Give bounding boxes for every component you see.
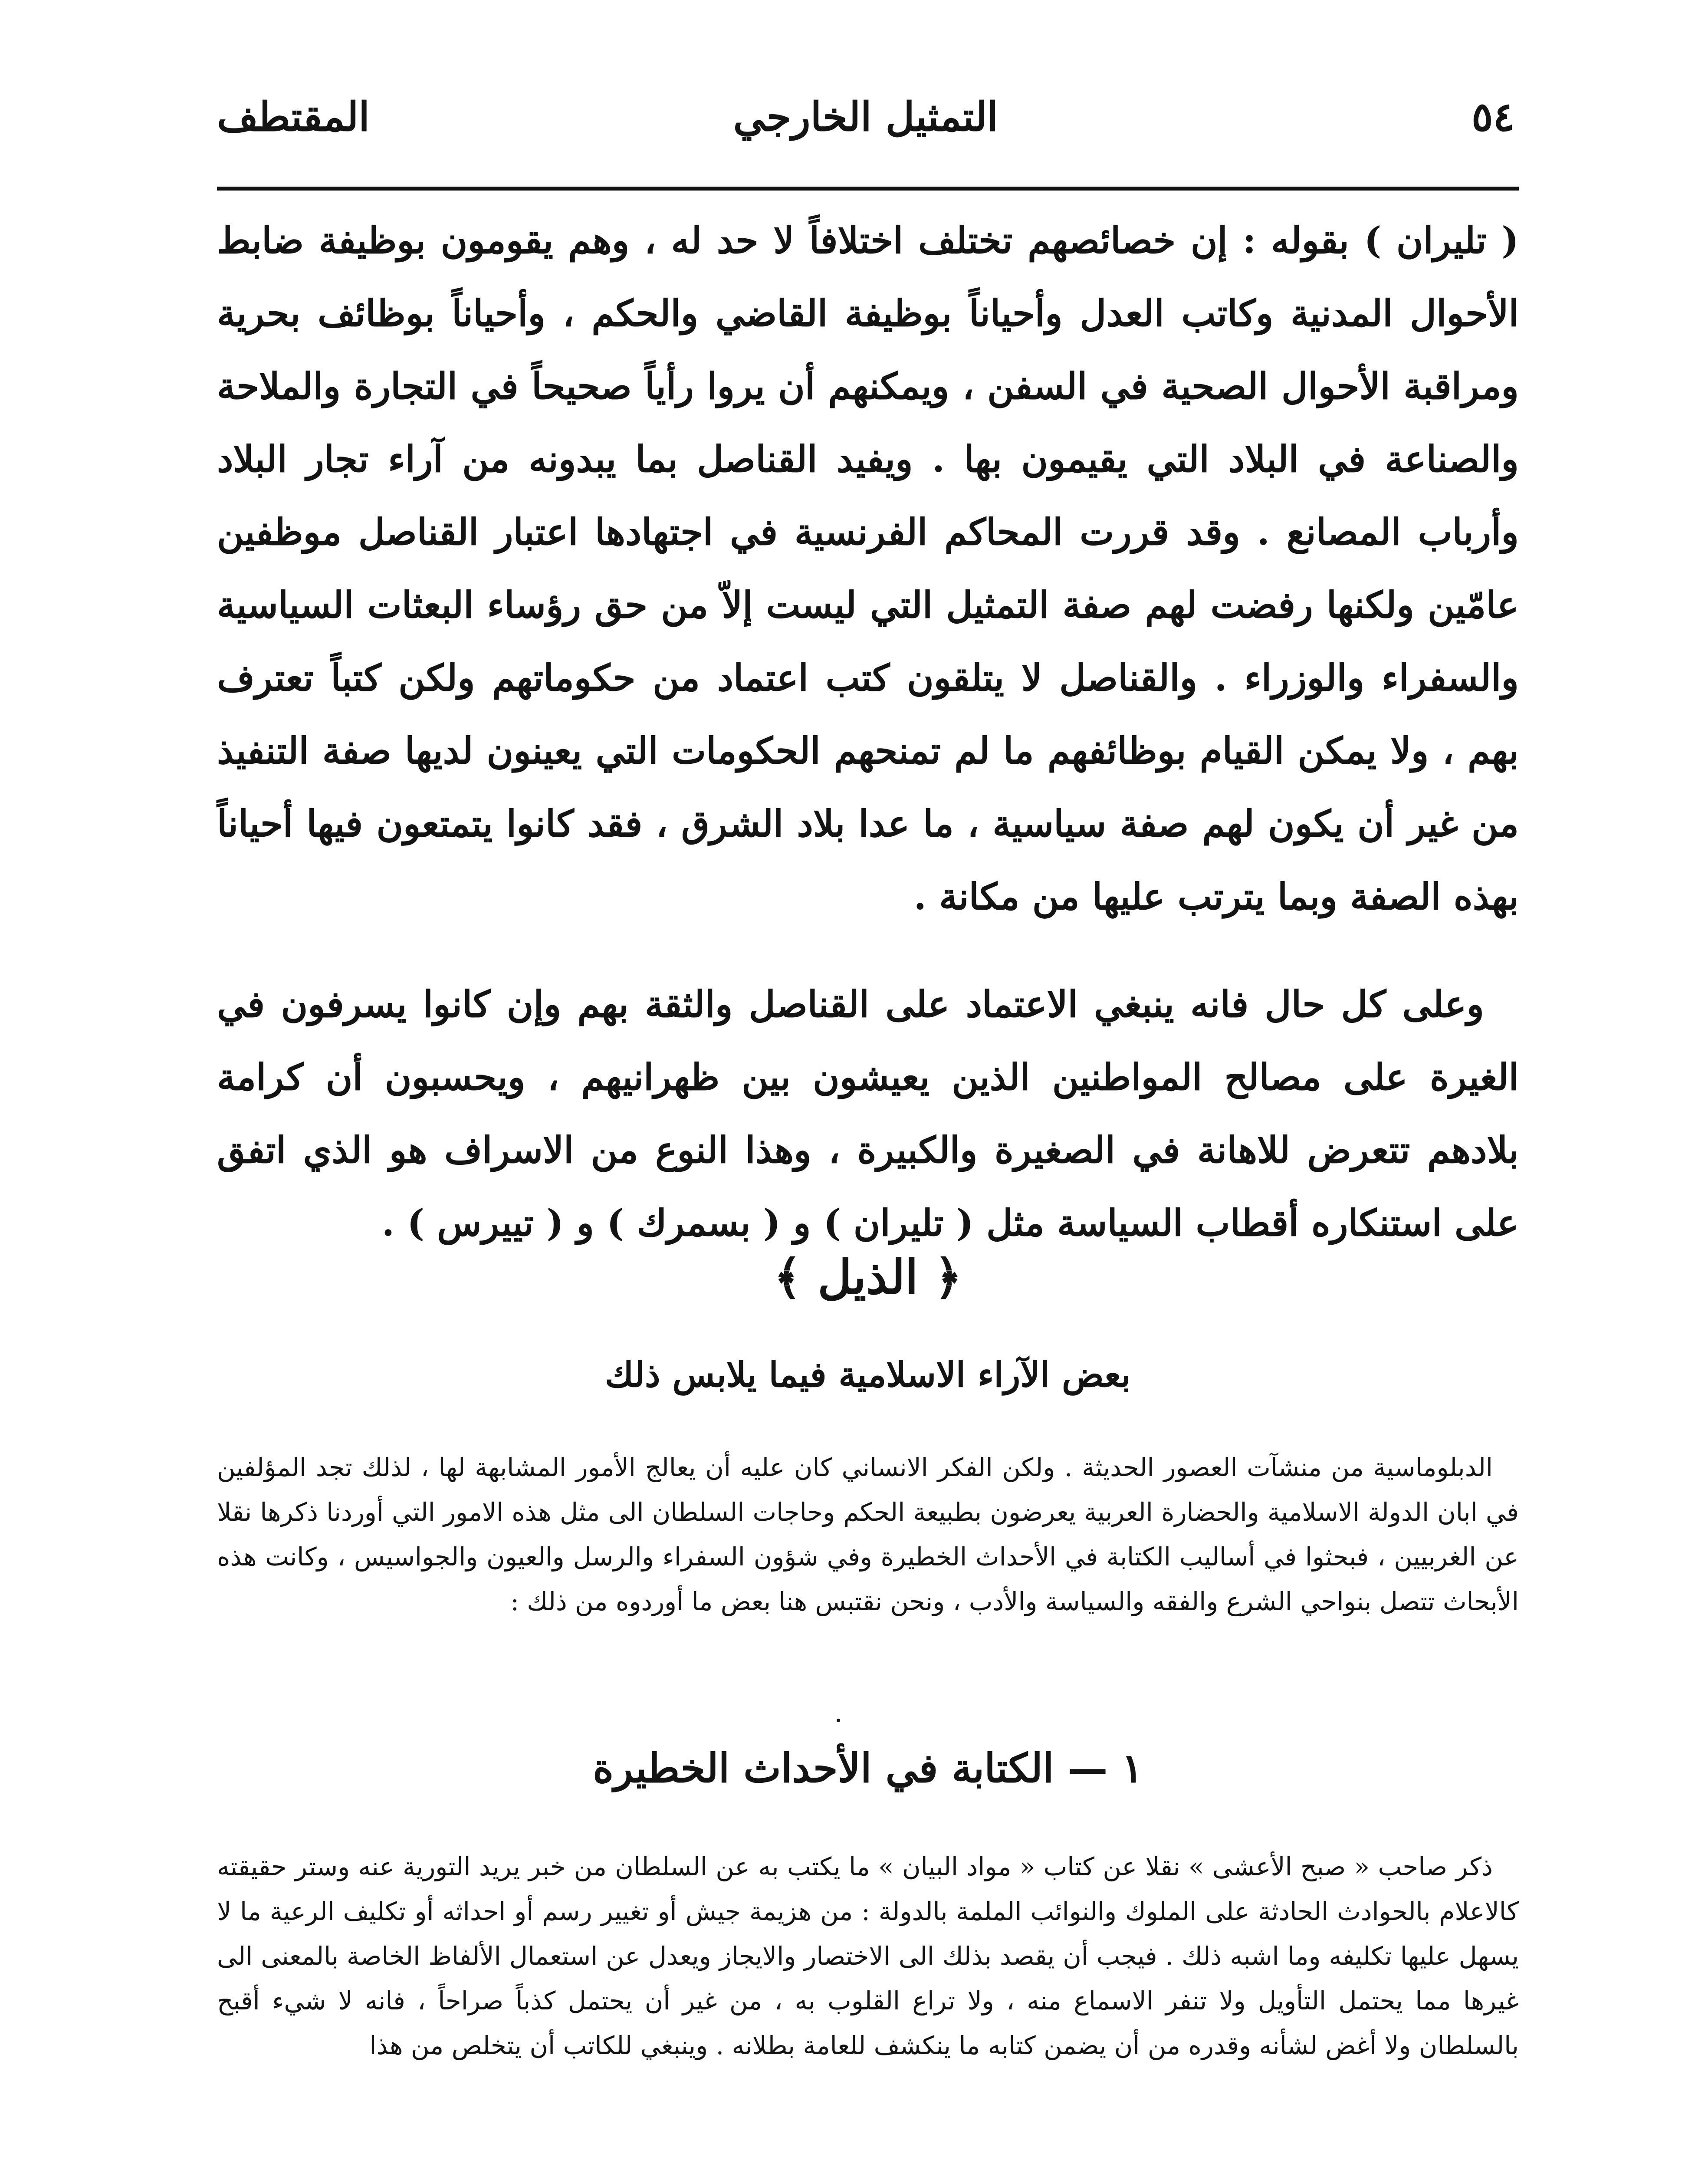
section-heading: ١ — الكتابة في الأحداث الخطيرة: [593, 1745, 1143, 1792]
appendix-intro-paragraph: الدبلوماسية من منشآت العصور الحديثة . ولكن الفكر الانساني كان عليه أن يعالج الأمور المشابهة لها ، لذلك تجد المؤلفين في ابان الدولة الاسلامية والحضارة العربية يعرضون بطبيعة الحكم وحاجات السلطان الى مثل هذه الامور التي أوردنا ذكرها نقلا عن الغربيين ، فبحثوا في أساليب الكتابة في الأحداث الخطيرة وفي شؤون السفراء والرسل والعيون والجواسيس ، وكانت هذه الأبحاث تتصل بنواحي الشرع والفقه والسياسة والأدب ، ونحن نقتبس هنا بعض ما أوردوه من ذلك :: [217, 1453, 1519, 1616]
running-header: [217, 93, 1514, 180]
running-section-title: التمثيل الخارجي: [733, 93, 999, 140]
appendix-intro: [217, 1445, 1519, 1624]
body-paragraph-2: وعلى كل حال فانه ينبغي الاعتماد على القناصل والثقة بهم وإن كانوا يسرفون في الغيرة على مصالح المواطنين الذين يعيشون بين ظهرانيهم ، ويحسبون أن كرامة بلادهم تتعرض للاهانة في الصغيرة والكبيرة ، وهذا النوع من الاسراف هو الذي اتفق على استنكاره أقطاب السياسة مثل ( تليران ) و ( بسمرك ) و ( تييرس ) .: [217, 983, 1519, 1244]
header-rule: [217, 187, 1519, 191]
stray-dot: [837, 1719, 840, 1722]
journal-name: المقتطف: [217, 93, 370, 140]
section-body-paragraph: ذكر صاحب « صبح الأعشى » نقلا عن كتاب « مواد البيان » ما يكتب به عن السلطان من خبر يريد التورية عنه وستر حقيقته كالاعلام بالحوادث الحادثة على الملوك والنوائب الملمة بالدولة : من هزيمة جيش أو تغيير رسم أو احداثه أو تكليف الرعية ما لا يسهل عليها تكليفه وما اشبه ذلك . فيجب أن يقصد بذلك الى الاختصار والايجاز ويعدل عن استعمال الألفاظ الخاصة بالمعنى الى غيرها مما يحتمل التأويل ولا تنفر الاسماع منه ، ولا تراع القلوب به ، من غير أن يحتمل كذباً صراحاً ، فانه لا شيء أقبح بالسلطان ولا أغض لشأنه وقدره من أن يضمن كتابه ما ينكشف للعامة بطلانه . وينبغي للكاتب أن يتخلص من هذا: [217, 1852, 1519, 2060]
page-number: ٥٤: [1472, 93, 1514, 140]
appendix-heading: ﴿ الذيل ﴾: [774, 1250, 962, 1305]
main-body: [217, 204, 1519, 1259]
section-body: [217, 1844, 1519, 2068]
appendix-subtitle: بعض الآراء الاسلامية فيما يلابس ذلك: [605, 1354, 1131, 1395]
body-paragraph-1: ( تليران ) بقوله : إن خصائصهم تختلف اختلافاً لا حد له ، وهم يقومون بوظيفة ضابط الأحوال المدنية وكاتب العدل وأحياناً بوظيفة القاضي والحكم ، وأحياناً بوظائف بحرية ومراقبة الأحوال الصحية في السفن ، ويمكنهم أن يروا رأياً صحيحاً في التجارة والملاحة والصناعة في البلاد التي يقيمون بها . ويفيد القناصل بما يبدونه من آراء تجار البلاد وأرباب المصانع . وقد قررت المحاكم الفرنسية في اجتهادها اعتبار القناصل موظفين عامّين ولكنها رفضت لهم صفة التمثيل التي ليست إلاّ من حق رؤساء البعثات السياسية والسفراء والوزراء . والقناصل لا يتلقون كتب اعتماد من حكوماتهم ولكن كتباً تعترف بهم ، ولا يمكن القيام بوظائفهم ما لم تمنحهم الحكومات التي يعينون لديها صفة التنفيذ من غير أن يكون لهم صفة سياسية ، ما عدا بلاد الشرق ، فقد كانوا يتمتعون فيها أحياناً بهذه الصفة وبما يترتب عليها من مكانة .: [217, 219, 1519, 918]
